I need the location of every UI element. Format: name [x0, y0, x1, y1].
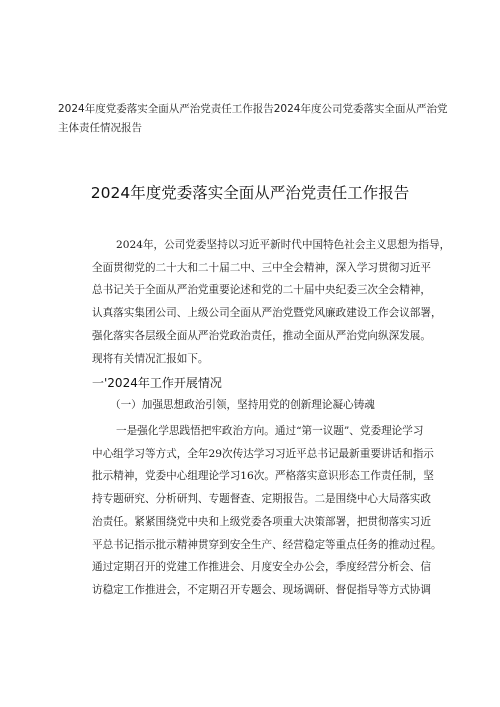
body-line: 平总书记指示批示精神贯穿到安全生产、经营稳定等重点任务的推动过程。	[92, 538, 442, 551]
body-line: 中心组学习等方式，全年29次传达学习习近平总书记最新重要讲话和指示	[92, 447, 434, 460]
report-title: 2024年度党委落实全面从严治党责任工作报告	[90, 184, 410, 202]
section-heading: 一'2024年工作开展情况	[92, 376, 222, 390]
body-line: 治责任。紧紧围绕党中央和上级党委各项重大决策部署，把贯彻落实习近	[92, 515, 431, 528]
sub-heading: （一）加强思想政治引领，坚持用党的创新理论凝心铸魂	[110, 399, 375, 411]
intro-line: 现将有关情况汇报如下。	[92, 352, 209, 365]
document-header-title: 2024年度党委落实全面从严治党责任工作报告2024年度公司党委落实全面从严治党主体责任情况报告	[58, 103, 448, 134]
body-line: 访稳定工作推进会，不定期召开专题会、现场调研、督促指导等方式协调	[92, 583, 431, 596]
body-line: 批示精神，党委中心组理论学习16次。严格落实意识形态工作责任制，坚	[92, 470, 434, 483]
intro-line: 总书记关于全面从严治党重要论述和党的二十届中央纪委三次全会精神，	[92, 284, 431, 297]
intro-line: 2024年，公司党委坚持以习近平新时代中国特色社会主义思想为指导，	[116, 239, 451, 251]
intro-line: 全面贯彻党的二十大和二十届二中、三中全会精神，深入学习贯彻习近平	[92, 261, 431, 274]
intro-line: 认真落实集团公司、上级公司全面从严治党暨党风廉政建设工作会议部署，	[92, 307, 442, 320]
body-line: 一是强化学思践悟把牢政治方向。通过“第一议题”、党委理论学习	[116, 425, 424, 437]
body-line: 通过定期召开的党建工作推进会、月度安全办公会，季度经营分析会、信	[92, 561, 431, 574]
intro-line: 强化落实各层级全面从严治党政治责任，推动全面从严治党向纵深发展。	[92, 329, 431, 342]
body-paragraph	[92, 420, 442, 602]
body-line: 持专题研究、分析研判、专题督查、定期报告。二是围绕中心大局落实政	[92, 493, 431, 506]
intro-paragraph	[92, 234, 451, 370]
